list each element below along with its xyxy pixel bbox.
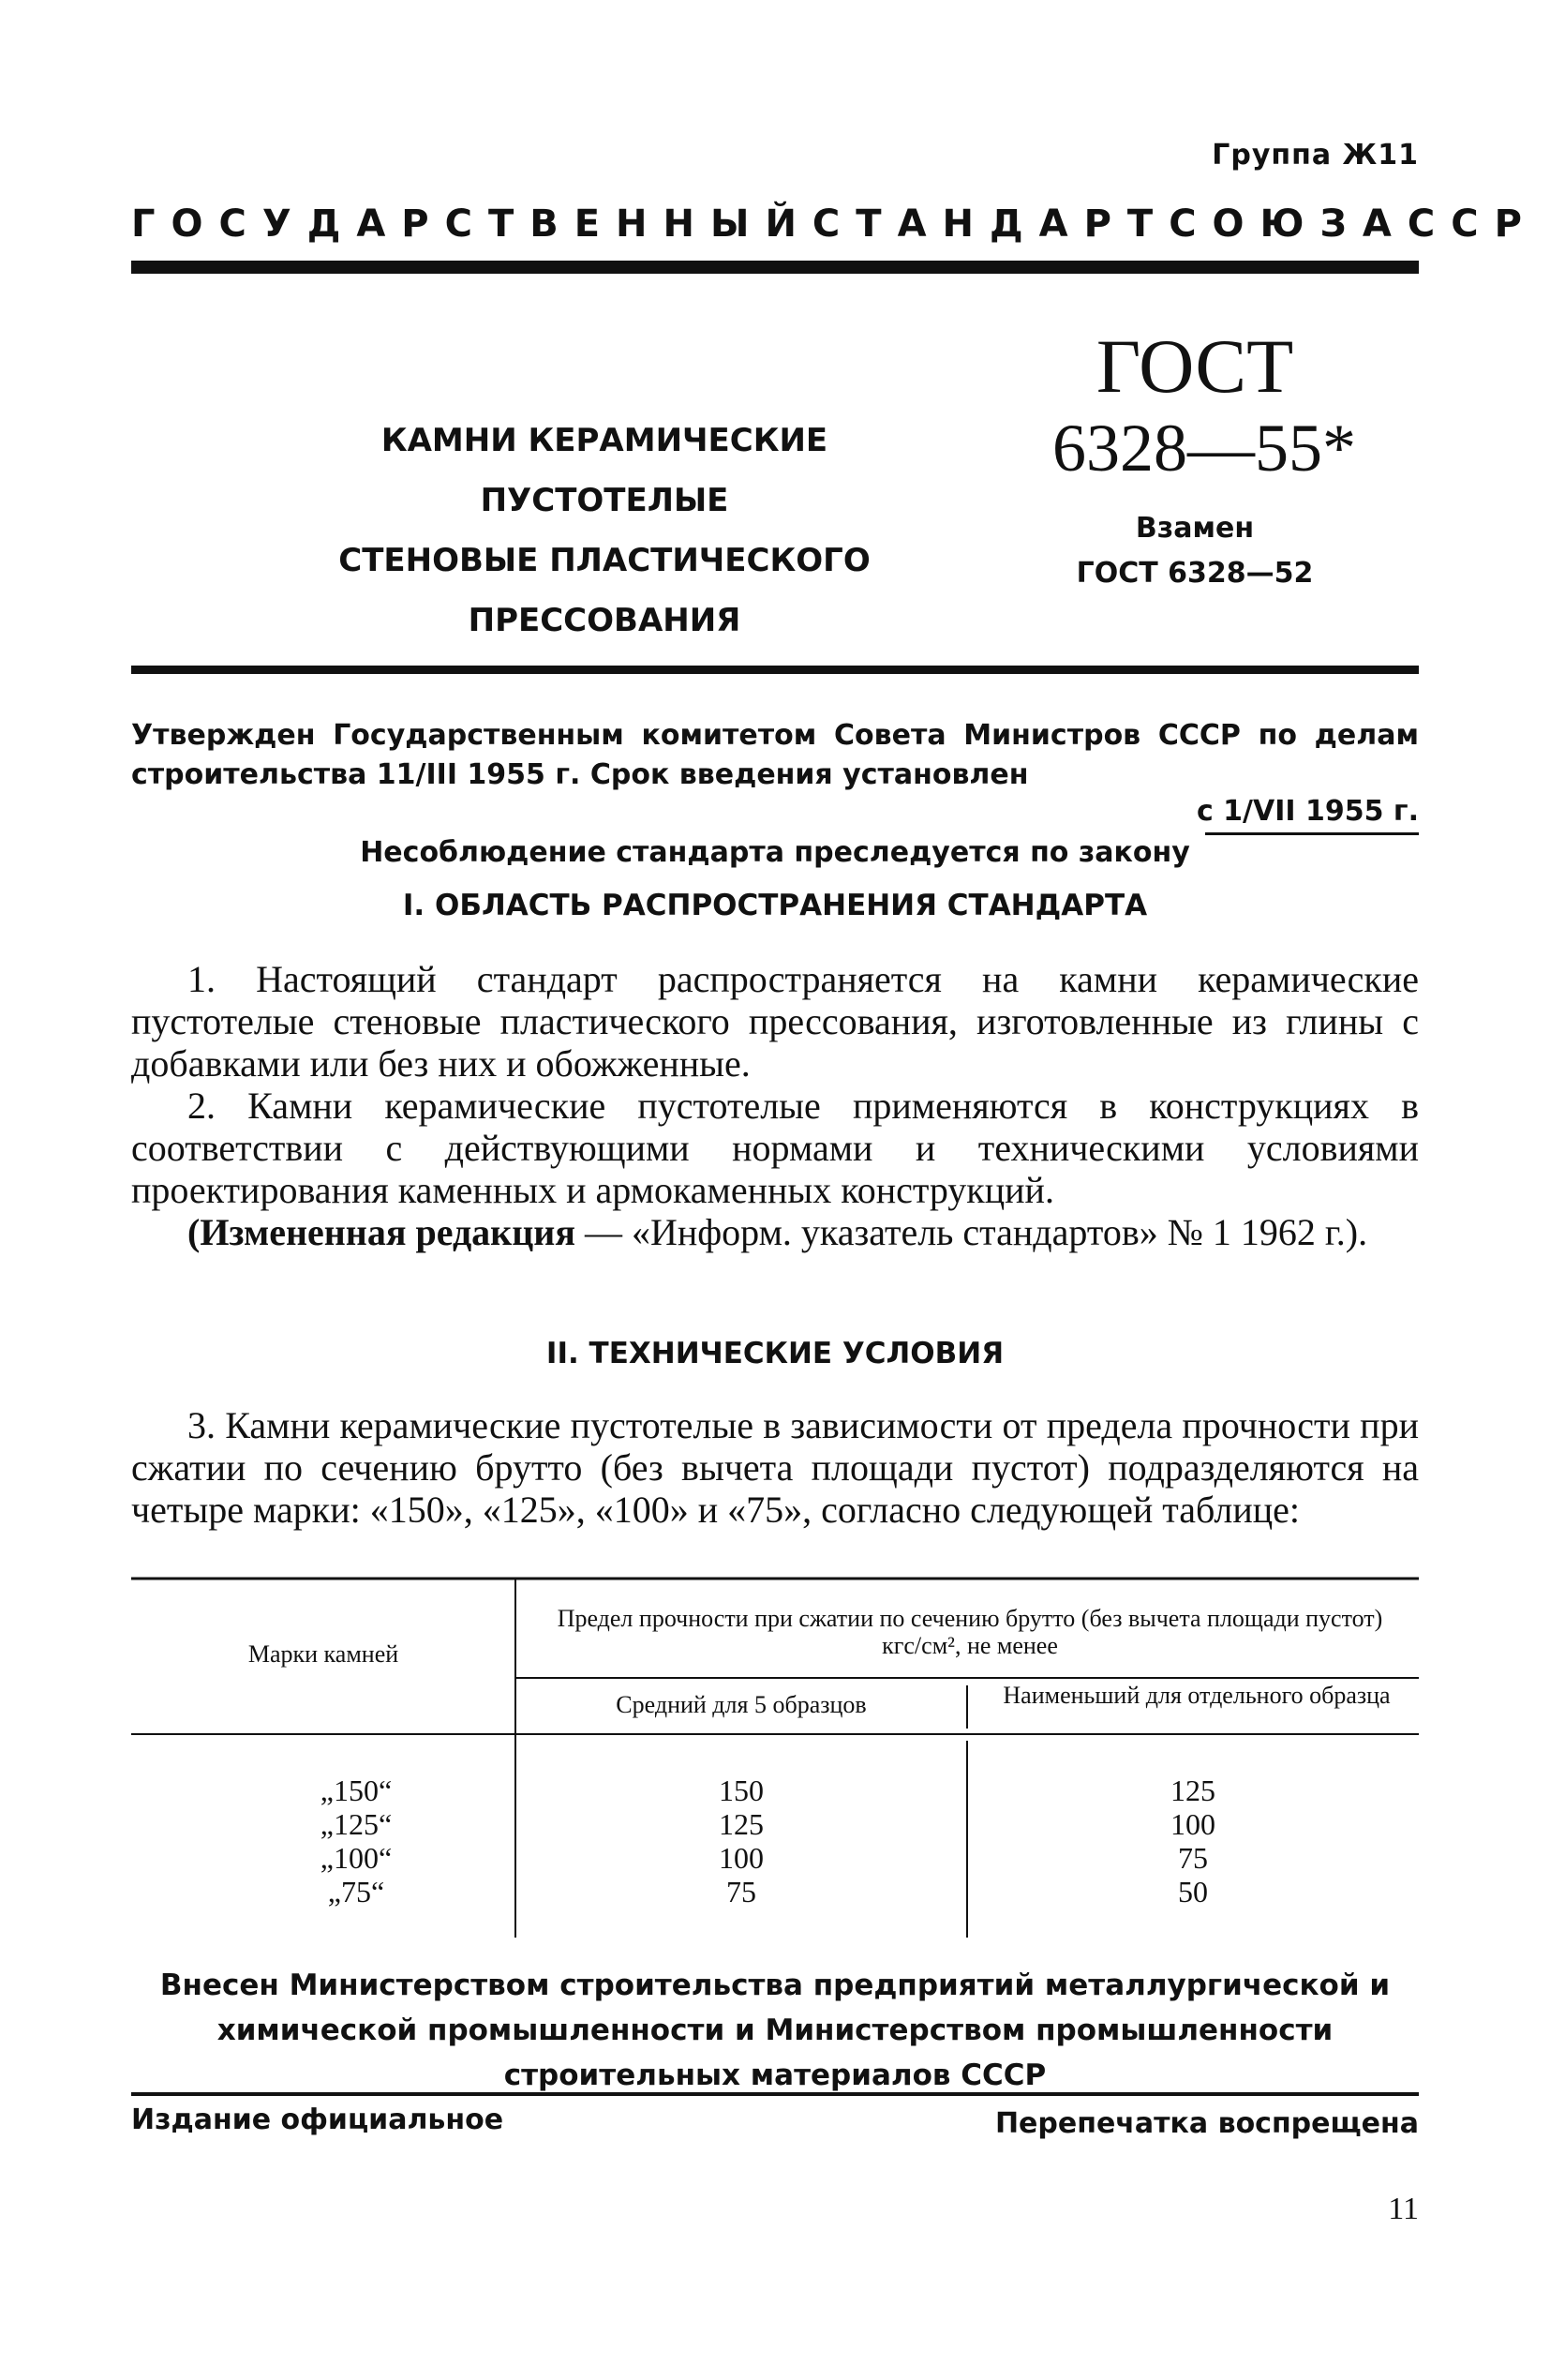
table-cell-mark: „75“	[327, 1875, 385, 1908]
table-cell-average: 150	[719, 1774, 764, 1807]
edition-label: Издание официальное	[131, 2103, 504, 2136]
table-col-average	[515, 1774, 967, 1908]
header-rule	[131, 261, 1419, 274]
table-cell-minimum: 125	[1170, 1774, 1215, 1807]
section-title-scope: I. ОБЛАСТЬ РАСПРОСТРАНЕНИЯ СТАНДАРТА	[402, 889, 1148, 922]
table-header-average: Средний для 5 образцов	[616, 1691, 867, 1718]
table-header-strength: Предел прочности при сжатии по сечению брутто (без вычета площади пустот) кгс/см², не менее	[557, 1605, 1383, 1659]
effective-date: с 1/VII 1955 г.	[1196, 795, 1419, 828]
table-header-minimum: Наименьший для отдельного образца	[1003, 1682, 1391, 1709]
section-technical-body	[131, 1404, 1419, 1531]
section-rule	[131, 666, 1419, 674]
header-word: ССР	[1407, 202, 1538, 246]
effective-date-rule	[1205, 832, 1419, 835]
paragraph-3: 3. Камни керамические пустотелые в зависимости от предела прочности при сжатии по сечению брутто (без вычета площади пустот) подразделяются на четыре марки: «150», «125», «100» и «75», согласно следующей таблице:	[131, 1404, 1419, 1531]
table-cell-average: 75	[726, 1875, 756, 1908]
table-cell-average: 100	[719, 1841, 764, 1875]
group-label: Группа Ж11	[1212, 139, 1419, 172]
footer-rule	[131, 2092, 1419, 2096]
amendment-rest: — «Информ. указатель стандартов» № 1 1962 г.).	[574, 1211, 1368, 1253]
table-cell-minimum: 50	[1178, 1875, 1208, 1908]
penalty-note: Несоблюдение стандарта преследуется по закону	[360, 836, 1190, 869]
strength-table	[131, 1577, 1419, 1942]
subject-line: СТЕНОВЫЕ ПЛАСТИЧЕСКОГО ПРЕССОВАНИЯ	[338, 542, 871, 639]
paragraph-1: 1. Настоящий стандарт распространяется на камни керамические пустотелые стеновые пластического прессования, изготовленные из глины с добавками или без них и обожженные.	[131, 958, 1419, 1085]
table-cell-mark: „150“	[320, 1774, 393, 1807]
section-scope-body	[131, 958, 1419, 1253]
subject-line: КАМНИ КЕРАМИЧЕСКИЕ ПУСТОТЕЛЫЕ	[380, 422, 828, 519]
table-cell-mark: „125“	[320, 1807, 393, 1841]
standard-subject	[267, 411, 942, 651]
table-col-marks	[272, 1774, 440, 1908]
page-number: 11	[1388, 2192, 1419, 2226]
amendment-note	[131, 1211, 1419, 1253]
table-header-marks: Марки камней	[247, 1640, 399, 1668]
approval-note: Утвержден Государственным комитетом Совета Министров СССР по делам строительства 11/III 1955 г. Срок введения установлен	[131, 719, 1419, 791]
replaces-block	[1059, 506, 1331, 596]
replaces-label: Взамен	[1135, 512, 1255, 545]
table-cell-mark: „100“	[320, 1841, 393, 1875]
introduced-by: Внесен Министерством строительства предприятий металлургической и химической промышленности и Министерством промышленности строительных материалов СССР	[159, 1968, 1391, 2092]
header-word: СТАНДАРТ	[812, 202, 1170, 246]
section-title-technical: II. ТЕХНИЧЕСКИЕ УСЛОВИЯ	[545, 1337, 1005, 1370]
gost-number: 6328—55*	[1052, 411, 1356, 486]
table-cell-minimum: 100	[1170, 1807, 1215, 1841]
reprint-label: Перепечатка воспрещена	[994, 2107, 1419, 2140]
table-col-minimum	[967, 1774, 1419, 1908]
replaces-value: ГОСТ 6328—52	[1076, 557, 1314, 590]
amendment-bold: (Измененная редакция	[187, 1211, 575, 1253]
table-cell-average: 125	[719, 1807, 764, 1841]
paragraph-2: 2. Камни керамические пустотелые применяются в конструкциях в соответствии с действующими нормами и техническими условиями проектирования каменных и армокаменных конструкций.	[131, 1085, 1419, 1211]
header-word: СОЮЗА	[1169, 202, 1408, 246]
header-state-standard	[131, 202, 1538, 246]
header-word: ГОСУДАРСТВЕННЫЙ	[131, 202, 812, 246]
gost-word: ГОСТ	[1095, 323, 1294, 409]
table-cell-minimum: 75	[1178, 1841, 1208, 1875]
